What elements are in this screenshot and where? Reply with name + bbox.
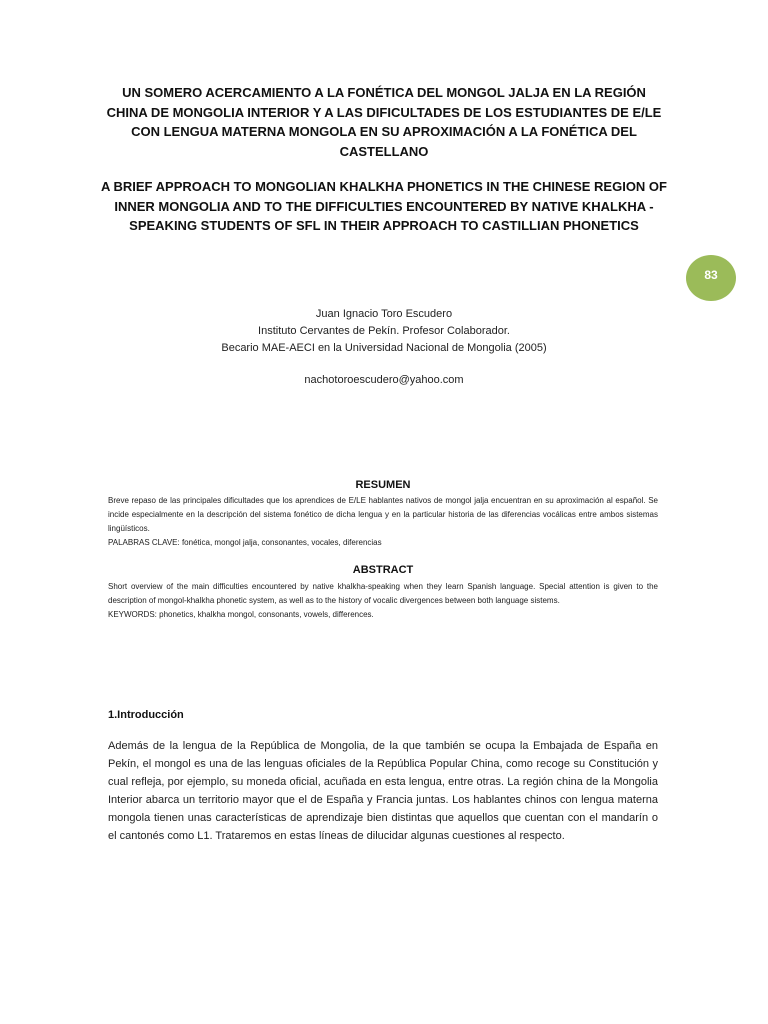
abstract-keywords: KEYWORDS: phonetics, khalkha mongol, consonants, vowels, differences.: [108, 610, 374, 619]
resumen-body: Breve repaso de las principales dificultades que los aprendices de E/LE hablantes nativos de mongol jalja encuentran en su aproximación al español. Se incide especialmente en la descripción del sistema fonético de dicha lengua y en la particular historia de las diferencias vocálicas entre ambos sistemas lingüísticos.: [108, 496, 658, 533]
author-info: [100, 306, 668, 357]
title-english: A BRIEF APPROACH TO MONGOLIAN KHALKHA PHONETICS IN THE CHINESE REGION OF INNER MONGOLIA AND TO THE DIFFICULTIES ENCOUNTERED BY NATIVE KHALKHA -SPEAKING STUDENTS OF SFL IN THEIR APPROACH TO CASTILLIAN PHONETICS: [100, 179, 667, 233]
abstract-heading: ABSTRACT: [352, 564, 414, 576]
resumen-keywords: PALABRAS CLAVE: fonética, mongol jalja, consonantes, vocales, diferencias: [108, 538, 382, 547]
abstract-section: [108, 580, 658, 622]
author-name: Juan Ignacio Toro Escudero: [315, 308, 453, 320]
introduction-heading: 1.Introducción: [108, 709, 184, 721]
page-number-badge: 83: [686, 255, 736, 301]
author-affiliation: Instituto Cervantes de Pekín. Profesor Colaborador.: [258, 325, 510, 337]
resumen-heading: RESUMEN: [355, 479, 411, 491]
introduction-paragraph: Además de la lengua de la República de Mongolia, de la que también se ocupa la Embajada de España en Pekín, el mongol es una de las lenguas oficiales de la República Popular China, como recoge su Constitución y cual refleja, por ejemplo, su moneda oficial, acuñada en esta lengua, entre otras. La región china de la Mongolia Interior abarca un territorio mayor que el de España y Francia juntas. Los hablantes chinos con lengua materna mongola tienen unas características de aprendizaje bien distintas que aquellos que cuentan con el mandarín o el cantonés como L1. Trataremos en estas líneas de dilucidar algunas cuestiones al respecto.: [108, 740, 658, 842]
author-email: nachotoroescudero@yahoo.com: [304, 374, 464, 386]
abstract-body: Short overview of the main difficulties encountered by native khalkha-speaking when they learn Spanish language. Special attention is given to the description of mongol-khalkha phonetic system, as well as to the history of vocalic divergences between both language sistems.: [108, 582, 658, 605]
title-spanish: UN SOMERO ACERCAMIENTO A LA FONÉTICA DEL MONGOL JALJA EN LA REGIÓN CHINA DE MONGOLIA INTERIOR Y A LAS DIFICULTADES DE LOS ESTUDIANTES DE E/LE CON LENGUA MATERNA MONGOLA EN SU APROXIMACIÓN A LA FONÉTICA DEL CASTELLANO: [106, 85, 662, 159]
resumen-section: [108, 494, 658, 550]
author-fellowship: Becario MAE-AECI en la Universidad Nacional de Mongolia (2005): [221, 342, 547, 354]
